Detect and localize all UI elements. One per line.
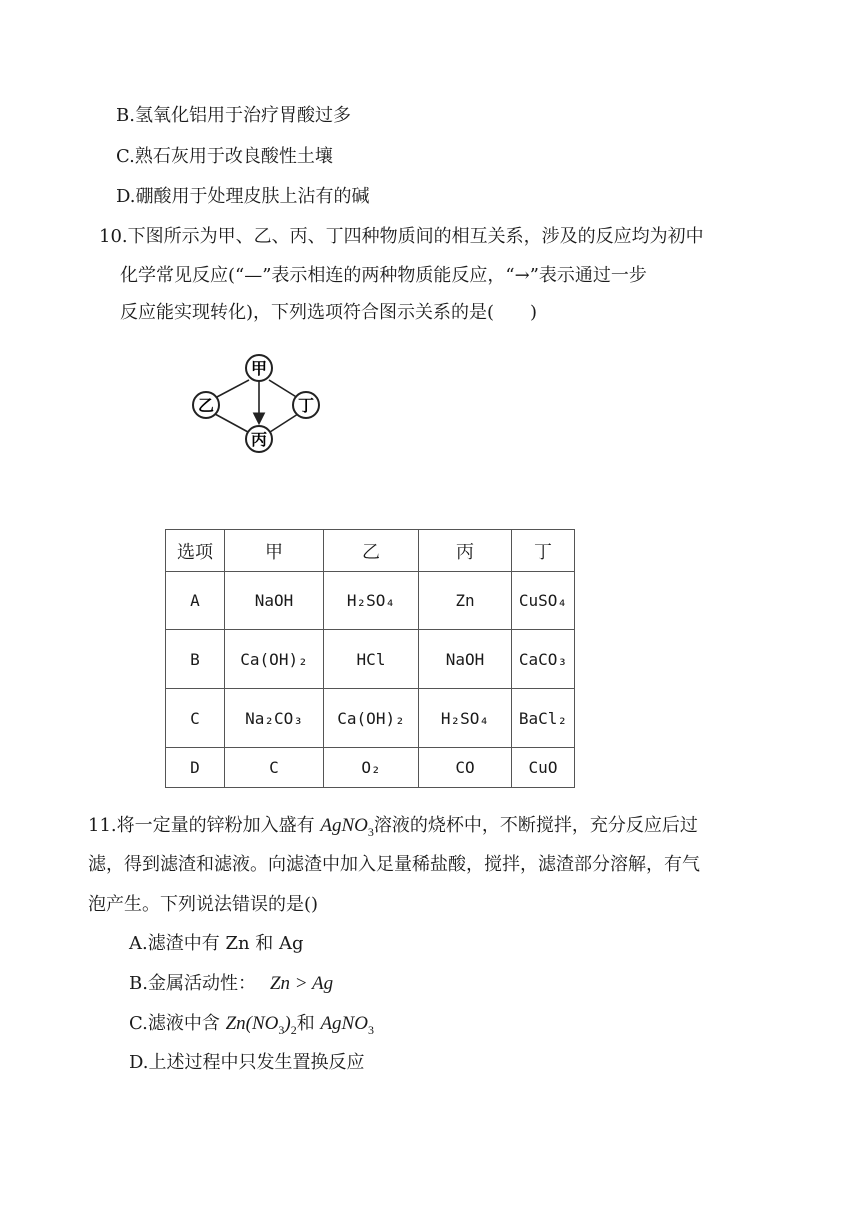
table-row	[166, 689, 575, 748]
header-cell: 丁	[512, 530, 575, 572]
q11-option-c-text: C.滤液中含	[129, 1013, 226, 1034]
q11-stem-line1	[88, 814, 698, 839]
relationship-diagram	[186, 348, 336, 458]
header-cell: 丙	[419, 530, 512, 572]
table-cell: B	[166, 630, 225, 689]
header-cell: 甲	[225, 530, 324, 572]
table-cell: O₂	[324, 748, 419, 788]
q11-stem-text-b: 溶液的烧杯中，不断搅拌，充分反应后过	[373, 815, 698, 836]
header-cell: 选项	[166, 530, 225, 572]
table-cell: H₂SO₄	[324, 572, 419, 630]
formula-text: Zn(NO	[225, 1013, 279, 1034]
q11-option-c-math1	[225, 1013, 297, 1037]
q11-formula-agno3	[320, 815, 374, 839]
table-cell: H₂SO₄	[419, 689, 512, 748]
link-ding-bing	[270, 414, 298, 432]
node-ding-label: 丁	[297, 396, 315, 415]
table-cell: C	[225, 748, 324, 788]
table-cell: CO	[419, 748, 512, 788]
q11-stem-text-a: 11.将一定量的锌粉加入盛有	[88, 815, 321, 836]
table-cell: A	[166, 572, 225, 630]
table-cell: CuO	[512, 748, 575, 788]
table-header-row	[166, 530, 575, 572]
table-cell: Ca(OH)₂	[225, 630, 324, 689]
table-row	[166, 748, 575, 788]
table-cell: NaOH	[419, 630, 512, 689]
table-row	[166, 572, 575, 630]
q11-option-c	[129, 1012, 374, 1037]
q11-option-c-math2	[320, 1013, 374, 1037]
formula-text: AgNO	[320, 815, 368, 836]
link-jia-ding	[269, 380, 298, 398]
q11-option-b	[129, 972, 333, 996]
q11-option-d: D.上述过程中只发生置换反应	[129, 1052, 365, 1073]
table-cell: BaCl₂	[512, 689, 575, 748]
q11-option-c-mid: 和	[296, 1013, 321, 1034]
q10-stem-line2: 化学常见反应(“—”表示相连的两种物质能反应，“→”表示通过一步	[120, 265, 647, 286]
q9-option-b: B.氢氧化铝用于治疗胃酸过多	[116, 105, 351, 126]
header-cell: 乙	[324, 530, 419, 572]
q11-stem-line2: 滤，得到滤渣和滤液。向滤渣中加入足量稀盐酸，搅拌，滤渣部分溶解，有气	[88, 854, 700, 875]
q9-option-d: D.硼酸用于处理皮肤上沾有的碱	[116, 186, 370, 207]
table-cell: C	[166, 689, 225, 748]
q9-option-c: C.熟石灰用于改良酸性土壤	[116, 146, 333, 167]
formula-text: )	[284, 1013, 291, 1034]
formula-subscript: 3	[367, 825, 374, 839]
q11-stem-line3: 泡产生。下列说法错误的是()	[88, 894, 319, 915]
q10-stem-line1: 10.下图所示为甲、乙、丙、丁四种物质间的相互关系，涉及的反应均为初中	[99, 226, 704, 247]
formula-subscript: 2	[290, 1023, 297, 1037]
q11-option-a: A.滤渣中有 Zn 和 Ag	[129, 933, 304, 954]
table-cell: Zn	[419, 572, 512, 630]
table-cell: CaCO₃	[512, 630, 575, 689]
options-table	[165, 529, 575, 788]
link-yi-bing	[215, 414, 248, 432]
link-jia-yi	[215, 380, 249, 398]
table-cell: HCl	[324, 630, 419, 689]
table-cell: Na₂CO₃	[225, 689, 324, 748]
table-cell: Ca(OH)₂	[324, 689, 419, 748]
node-bing-label: 丙	[250, 430, 268, 449]
table-cell: NaOH	[225, 572, 324, 630]
formula-subscript: 3	[278, 1023, 285, 1037]
node-yi-label: 乙	[197, 396, 215, 415]
table-cell: CuSO₄	[512, 572, 575, 630]
formula-subscript: 3	[367, 1023, 374, 1037]
node-jia-label: 甲	[250, 359, 268, 378]
q11-option-b-text: B.金属活动性：	[129, 973, 256, 994]
formula-text: AgNO	[320, 1013, 368, 1034]
table-row	[166, 630, 575, 689]
q11-option-b-math: Zn > Ag	[269, 973, 334, 994]
q10-stem-line3: 反应能实现转化)，下列选项符合图示关系的是( )	[120, 302, 538, 323]
table-cell: D	[166, 748, 225, 788]
